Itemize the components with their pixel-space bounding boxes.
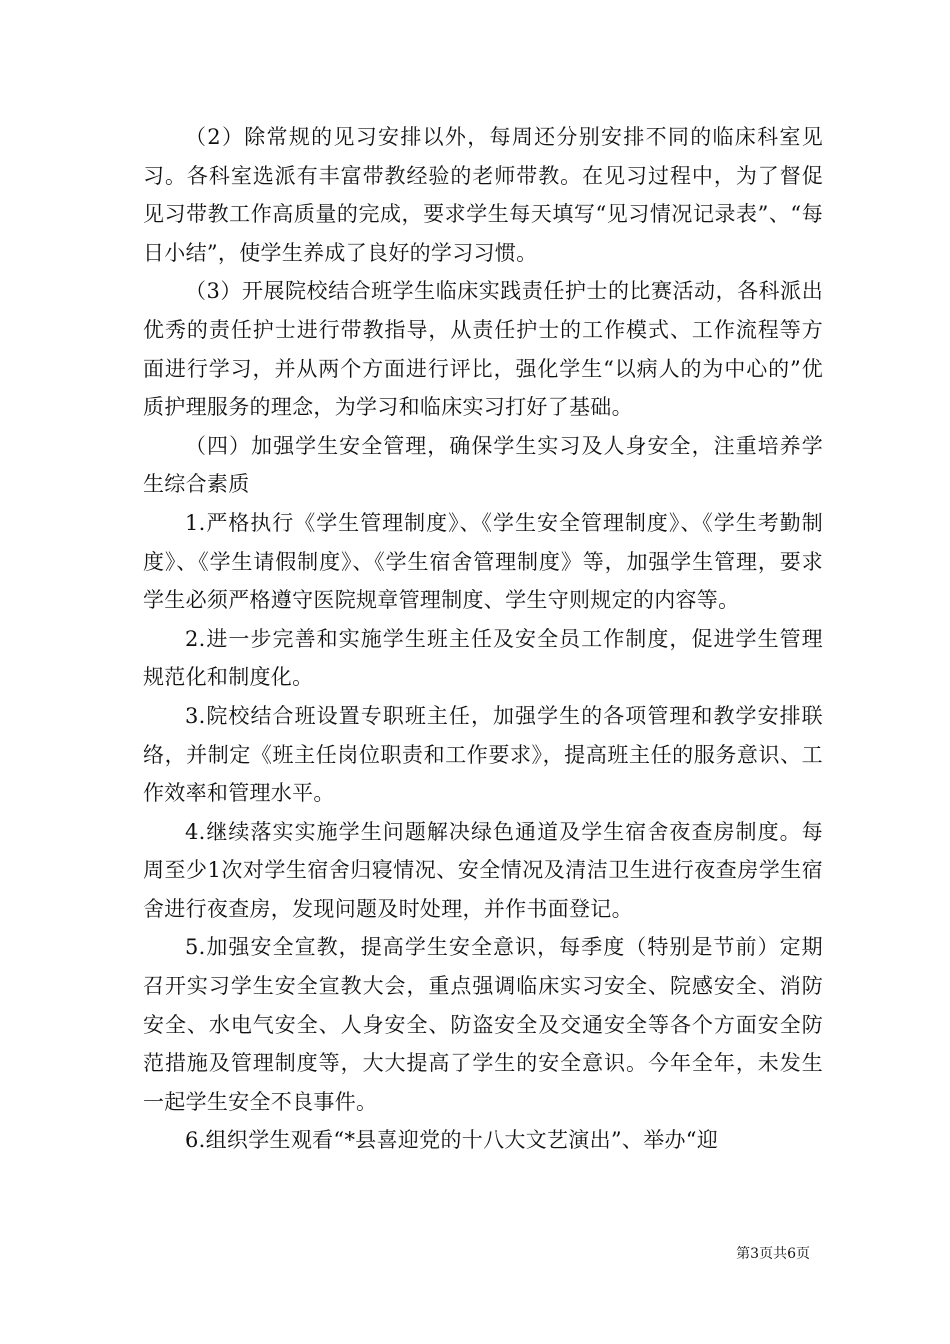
- paragraph-see-practice-arrangement: （2）除常规的见习安排以外，每周还分别安排不同的临床科室见习。各科室选派有丰富带教经验的老师带教。在见习过程中，为了督促见习带教工作高质量的完成，要求学生每天填写“见习情况记录表”、“每日小结”，使学生养成了良好的学习习惯。: [143, 125, 823, 265]
- paragraph-item-5-safety-education: 5.加强安全宣教，提高学生安全意识，每季度（特别是节前）定期召开实习学生安全宣教大会，重点强调临床实习安全、院感安全、消防安全、水电气安全、人身安全、防盗安全及交通安全等各个方面安全防范措施及管理制度等，大大提高了学生的安全意识。今年全年，未发生一起学生安全不良事件。: [143, 935, 823, 1114]
- paragraph-item-6-activities: 6.组织学生观看“*县喜迎党的十八大文艺演出”、举办“迎: [185, 1128, 719, 1153]
- paragraph-item-4-dorm-inspection: 4.继续落实实施学生问题解决绿色通道及学生宿舍夜查房制度。每周至少1次对学生宿舍归寝情况、安全情况及清洁卫生进行夜查房学生宿舍进行夜查房，发现问题及时处理，并作书面登记。: [143, 819, 823, 921]
- paragraph-item-3-dedicated-teacher: 3.院校结合班设置专职班主任，加强学生的各项管理和教学安排联络，并制定《班主任岗位职责和工作要求》，提高班主任的服务意识、工作效率和管理水平。: [143, 703, 823, 806]
- section-heading-safety-management: （四）加强学生安全管理，确保学生实习及人身安全，注重培养学生综合素质: [143, 433, 823, 497]
- document-body: [143, 118, 823, 1160]
- paragraph-item-1-regulations: 1.严格执行《学生管理制度》、《学生安全管理制度》、《学生考勤制度》、《学生请假制度》、《学生宿舍管理制度》等，加强学生管理，要求学生必须严格遵守医院规章管理制度、学生守则规定的内容等。: [143, 510, 823, 613]
- page-number-footer: 第3页共6页: [736, 1246, 810, 1262]
- paragraph-nurse-competition: （3）开展院校结合班学生临床实践责任护士的比赛活动，各科派出优秀的责任护士进行带教指导，从责任护士的工作模式、工作流程等方面进行学习，并从两个方面进行评比，强化学生“以病人的为中心的”优质护理服务的理念，为学习和临床实习打好了基础。: [143, 279, 823, 420]
- paragraph-item-2-class-teacher-system: 2.进一步完善和实施学生班主任及安全员工作制度，促进学生管理规范化和制度化。: [143, 626, 823, 690]
